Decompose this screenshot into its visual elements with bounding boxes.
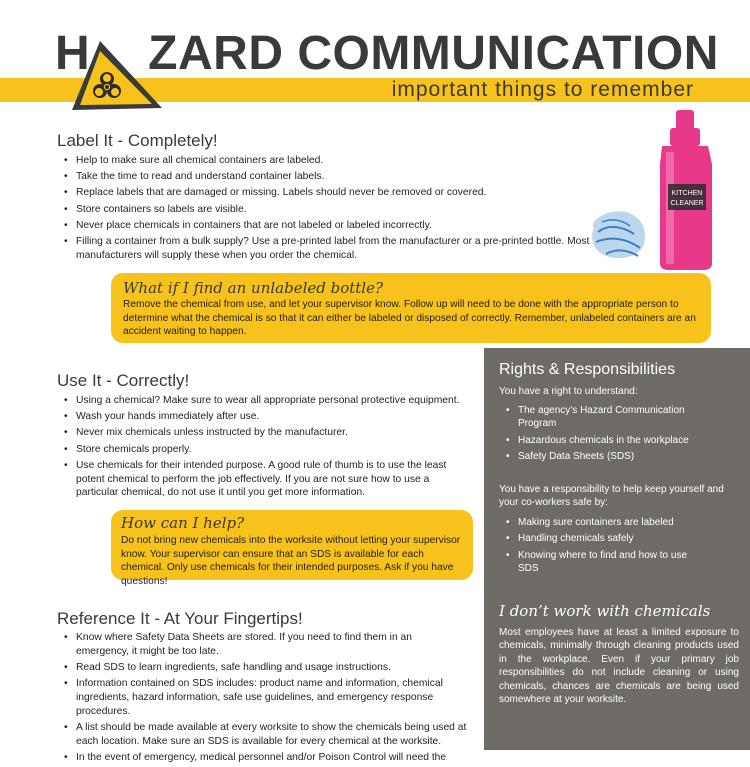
bottle-label-line1: KITCHEN bbox=[671, 190, 703, 197]
list-item: • Read SDS to learn ingredients, safe handling and usage instructions. bbox=[62, 661, 467, 675]
list-item: • Never place chemicals in containers that are not labeled or labeled incorrectly. bbox=[62, 219, 647, 233]
list-item: • Know where Safety Data Sheets are stored. If you need to find them in an emergency, it might be too late. bbox=[62, 631, 467, 659]
callout-text: Remove the chemical from use, and let your supervisor know. Follow up will need to be done with the appropriate person to determine what the chemical is so that it can either be labeled or disposed of correctly. Remember, unlabeled containers are an accident waiting to happen. bbox=[123, 299, 696, 338]
page-subtitle: important things to remember bbox=[391, 78, 694, 101]
list-item: • Use chemicals for their intended purpose. A good rule of thumb is to use the least potent chemical to perform the job effectively. If you are not sure how to use a particular chemical, do not use it until you get more information. bbox=[62, 459, 467, 500]
label-section-heading: Label It - Completely! bbox=[57, 131, 218, 150]
list-item: • Handling chemicals safely bbox=[504, 532, 704, 545]
list-item: • The agency’s Hazard Communication Program bbox=[504, 404, 704, 431]
label-list bbox=[62, 154, 647, 265]
no-chemicals-title: I don’t work with chemicals bbox=[499, 602, 711, 620]
right-list bbox=[504, 404, 704, 467]
list-item: • Store chemicals properly. bbox=[62, 443, 467, 457]
list-item: • A list should be made available at every worksite to show the chemicals being used at each location. Make sure an SDS is available for every chemical at the worksite. bbox=[62, 721, 467, 749]
list-item: • Hazardous chemicals in the workplace bbox=[504, 434, 704, 447]
right-intro: You have a right to understand: bbox=[499, 386, 638, 397]
biohazard-warning-icon bbox=[64, 38, 164, 112]
rights-sidebar bbox=[484, 348, 750, 750]
use-list bbox=[62, 394, 467, 503]
title-right: ZARD COMMUNICATION bbox=[148, 27, 719, 80]
reference-list bbox=[62, 631, 467, 767]
list-item: • Store containers so labels are visible. bbox=[62, 203, 647, 217]
cleaner-bottle-icon bbox=[588, 108, 718, 270]
use-section-heading: Use It - Correctly! bbox=[57, 371, 190, 390]
callout-title: How can I help? bbox=[121, 514, 245, 532]
reference-section-heading: Reference It - At Your Fingertips! bbox=[57, 609, 303, 628]
list-item: • Replace labels that are damaged or missing. Labels should never be removed or covered. bbox=[62, 186, 647, 200]
sidebar-heading: Rights & Responsibilities bbox=[499, 361, 676, 378]
callout-text: Do not bring new chemicals into the worksite without letting your supervisor know. Your supervisor can ensure that an SDS is available for each chemical. Only use chemicals for their intended purposes. Ask if you have questions! bbox=[121, 535, 461, 587]
list-item: • Information contained on SDS includes: product name and information, chemical ingredients, hazard information, safe use guidelines, and emergency response procedures. bbox=[62, 677, 467, 718]
list-item: • Never mix chemicals unless instructed by the manufacturer. bbox=[62, 426, 467, 440]
title-left: H bbox=[55, 27, 91, 80]
list-item: • Help to make sure all chemical containers are labeled. bbox=[62, 154, 647, 168]
no-chemicals-text: Most employees have at least a limited exposure to chemicals, minimally through cleaning products used in the workplace. Even if your primary job responsibilities do not include cleaning or using chemicals, chances are chemicals are being used somewhere at your worksite. bbox=[499, 627, 739, 706]
list-item: • Take the time to read and understand container labels. bbox=[62, 170, 647, 184]
list-item: • Safety Data Sheets (SDS) bbox=[504, 450, 704, 463]
resp-intro: You have a responsibility to help keep yourself and your co-workers safe by: bbox=[499, 484, 724, 509]
list-item: • Filling a container from a bulk supply? Use a pre-printed label from the manufacturer or a pre-printed bottle. Most manufacturers will supply these when you order the chemical. bbox=[62, 235, 647, 263]
list-item: • In the event of emergency, medical personnel and/or Poison Control will need the bbox=[62, 751, 467, 765]
unlabeled-bottle-callout bbox=[111, 273, 711, 343]
resp-list bbox=[504, 516, 704, 579]
callout-title: What if I find an unlabeled bottle? bbox=[123, 279, 384, 297]
list-item: • Wash your hands immediately after use. bbox=[62, 410, 467, 424]
bottle-label-line2: CLEANER bbox=[670, 200, 704, 207]
list-item: • Using a chemical? Make sure to wear all appropriate personal protective equipment. bbox=[62, 394, 467, 408]
list-item: • Making sure containers are labeled bbox=[504, 516, 704, 529]
list-item: • Knowing where to find and how to use SDS bbox=[504, 549, 704, 576]
how-can-i-help-callout bbox=[111, 510, 473, 587]
